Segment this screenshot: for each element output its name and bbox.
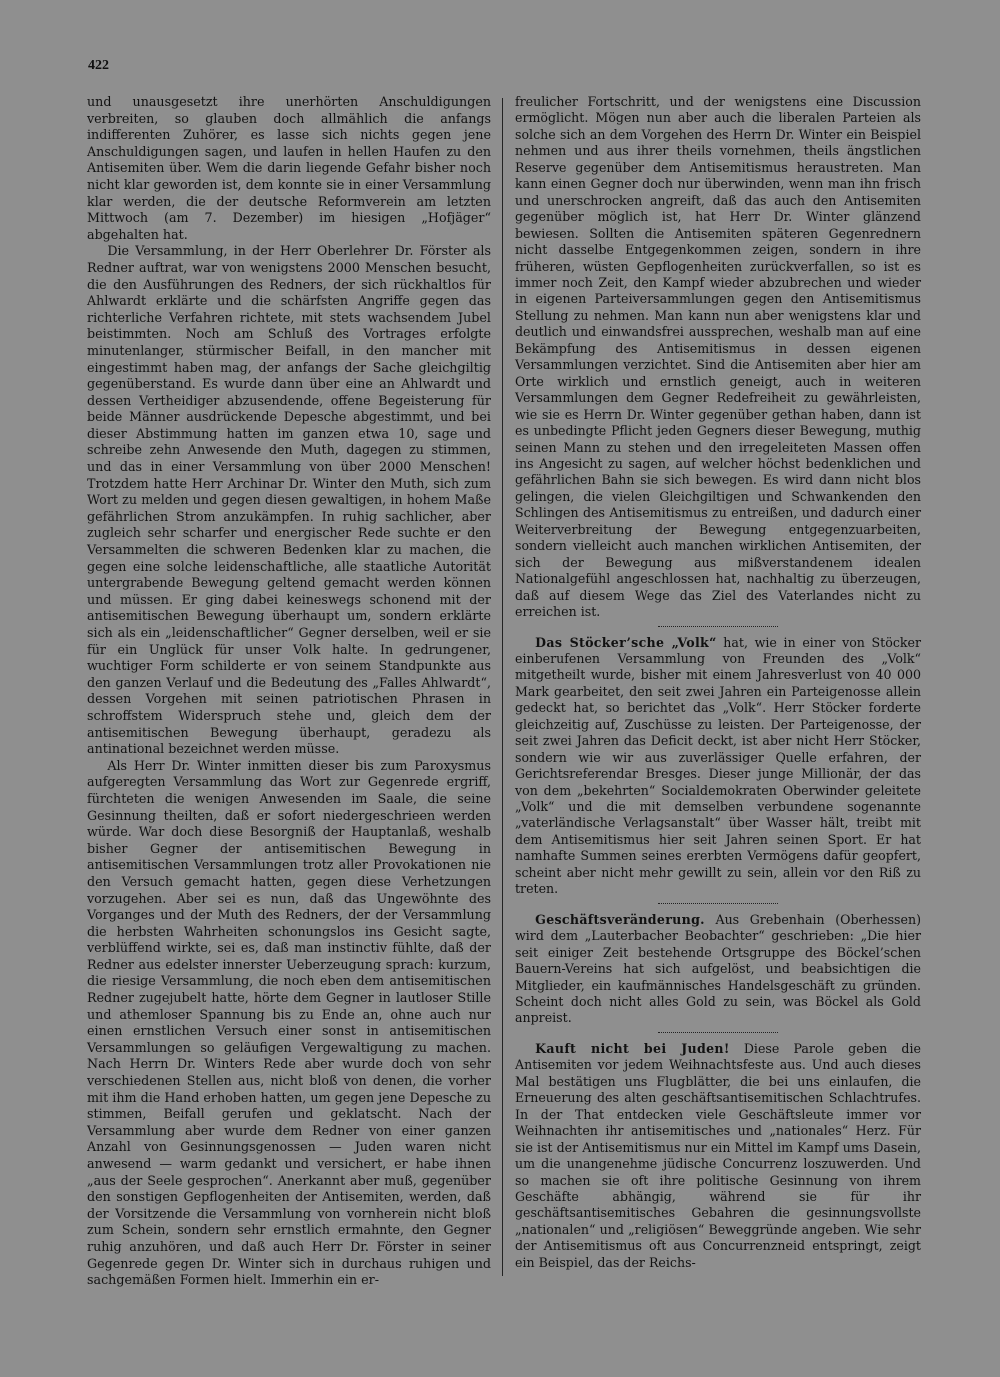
column-divider xyxy=(502,98,503,1276)
news-item-body: Diese Parole geben die Antisemiten vor jedem Weihnachtsfeste aus. Und auch dieses Mal bestätigen uns Flugblätter, die bei uns einlaufen, die Erneuerung des alten geschäftsantisemitischen Schlachtrufes. In der That entdecken viele Geschäftsleute immer vor Weihnachten ihr antisemitisches und „nationales“ Herz. Für sie ist der Antisemitismus nur ein Mittel im Kampf ums Dasein, um die unangenehme jüdische Concurrenz loszuwerden. Und so machen sie oft ihre politische Gesinnung von ihrem Geschäfte abhängig, während sie für ihr geschäftsantisemitisches Gebahren die gesinnungsvollste „nationalen“ und „religiösen“ Beweggründe angeben. Wie sehr der Antisemitismus oft aus Concurrenzneid entspringt, zeigt ein Beispiel, das der Reichs- xyxy=(515,1040,921,1270)
paragraph: Als Herr Dr. Winter inmitten dieser bis zum Paroxysmus aufgeregten Versammlung das Wort zur Gegenrede ergriff, fürchteten die wenigen Anwesenden im Saale, die seine Gesinnung theilten, daß er sofort niedergeschrieen werden würde. War doch diese Besorgniß der Hauptanlaß, weshalb bisher Gegner der antisemitischen Bewegung in antisemitischen Versammlungen trotz aller Provokationen nie den Versuch gemacht hatten, gegen diese Verhetzungen vorzugehen. Aber sei es nun, daß das Ungewöhnte des Vorganges und der Muth des Redners, der der Versammlung die herbsten Wahrheiten schonungslos ins Gesicht sagte, verblüffend wirkte, sei es, daß man instinctiv fühlte, daß der Redner aus edelster innerster Ueberzeugung sprach: kurzum, die riesige Versammlung, die noch eben dem antisemitischen Redner zugejubelt hatte, hörte dem Gegner in lautloser Stille und athemloser Spannung bis zu Ende an, ohne auch nur einen ernstlichen Versuch einer sonst in antisemitischen Versammlungen so geläufigen Vergewaltigung zu machen. Nach Herrn Dr. Winters Rede aber wurde doch von sehr verschiedenen Stellen aus, nicht bloß von denen, die vorher mit ihm die Hand erhoben hatten, um gegen jene Depesche zu stimmen, Beifall gerufen und geklatscht. Nach der Versammlung aber wurde dem Redner von einer ganzen Anzahl von Gesinnungsgenossen — Juden waren nicht anwesend — warm gedankt und versichert, er habe ihnen „aus der Seele gesprochen“. Anerkannt aber muß, gegenüber den sonstigen Gepflogenheiten der Antisemiten, werden, daß der Vorsitzende die Versammlung von vornherein nicht bloß zum Schein, sondern sehr ernstlich ermahnte, den Gegner ruhig anzuhören, und daß auch Herr Dr. Förster in seiner Gegenrede gegen Dr. Winter sich in durchaus ruhigen und sachgemäßen Formen hielt. Immerhin ein er- xyxy=(87,757,491,1288)
news-item-stoecker xyxy=(515,635,921,898)
news-item-heading: Das Stöcker’sche „Volk“ xyxy=(535,634,717,650)
paragraph: freulicher Fortschritt, und der wenigstens eine Discussion ermöglicht. Mögen nun aber auch die liberalen Parteien als solche sich an dem Vorgehen des Herrn Dr. Winter ein Beispiel nehmen und aus ihrer theils vornehmen, theils ängstlichen Reserve gegenüber dem Antisemitismus heraustreten. Man kann einen Gegner doch nur überwinden, wenn man ihn frisch und unerschrocken angreift, daß das auch den Antisemiten gegenüber möglich ist, hat Herr Dr. Winter glänzend bewiesen. Sollten die Antisemiten späteren Gegenrednern nicht dasselbe Entgegenkommen zeigen, sondern in ihre früheren, wüsten Gepflogenheiten zurückverfallen, so ist es immer noch Zeit, den Kampf wieder abzubrechen und wieder in eigenen Parteiversammlungen gegen den Antisemitismus Stellung zu nehmen. Man kann nun aber wenigstens klar und deutlich und einwandsfrei aussprechen, weshalb man auf eine Bekämpfung des Antisemitismus in dessen eigenen Versammlungen verzichtet. Sind die Antisemiten aber hier am Orte wirklich und ernstlich geneigt, auch in weiteren Versammlungen dem Gegner Redefreiheit zu gewährleisten, wie sie es Herrn Dr. Winter gegenüber gethan haben, dann ist es unbedingte Pflicht jeden Gegners dieser Bewegung, muthig seinen Mann zu stehen und den irregeleiteten Massen offen ins Angesicht zu sagen, auf welcher höchst bedenklichen und gefährlichen Bahn sie sich bewegen. Es wird dann nicht blos gelingen, die vielen Gleichgiltigen und Schwankenden den Schlingen des Antisemitismus zu entreißen, und dadurch einer Weiterverbreitung der Bewegung entgegenzuarbeiten, sondern vielleicht auch manchen wirklichen Antisemiten, der sich der Bewegung aus mißverstandenem idealen Nationalgefühl angeschlossen hat, nachhaltig zu überzeugen, daß auf diesem Wege das Ziel des Vaterlandes nicht zu erreichen ist. xyxy=(515,94,921,620)
paragraph: und unausgesetzt ihre unerhörten Anschuldigungen verbreiten, so glauben doch allmählich die anfangs indifferenten Zuhörer, es lasse sich nichts gegen jene Anschuldigungen sagen, und laufen in hellen Haufen zu den Antisemiten über. Wem die darin liegende Gefahr bisher noch nicht klar geworden ist, dem konnte sie in einer Versammlung klar werden, die der deutsche Reformverein am letzten Mittwoch (am 7. Dezember) im hiesigen „Hofjäger“ abgehalten hat. xyxy=(87,94,491,242)
news-item-heading: Kauft nicht bei Juden! xyxy=(535,1040,730,1056)
paragraph: Die Versammlung, in der Herr Oberlehrer Dr. Förster als Redner auftrat, war von wenigstens 2000 Menschen besucht, die den Ausführungen des Redners, der sich rückhaltlos für Ahlwardt erklärte und die schärfsten Angriffe gegen das richterliche Verfahren richtete, mit stets wachsendem Jubel beistimmten. Noch am Schluß des Vortrages erfolgte minutenlanger, stürmischer Beifall, in den mancher mit eingestimmt haben mag, der anfangs der Sache gleichgiltig gegenüberstand. Es wurde dann über eine an Ahlwardt und dessen Vertheidiger abzusendende, offene Begeisterung für beide Männer ausdrückende Depesche abgestimmt, und bei dieser Abstimmung hatten im ganzen etwa 10, sage und schreibe zehn Anwesende den Muth, dagegen zu stimmen, und das in einer Versammlung von über 2000 Menschen! Trotzdem hatte Herr Archinar Dr. Winter den Muth, sich zum Wort zu melden und gegen diesen gewaltigen, in hohem Maße gefährlichen Strom anzukämpfen. In ruhig sachlicher, aber zugleich sehr scharfer und energischer Rede suchte er den Versammelten die schweren Bedenken klar zu machen, die gegen eine solche leidenschaftliche, alle staatliche Autorität untergrabende Bewegung geltend gemacht werden können und müssen. Er ging dabei keineswegs schonend mit der antisemitischen Bewegung überhaupt um, sondern erklärte sich als ein „leidenschaftlicher“ Gegner derselben, weil er sie für ein Unglück für unser Volk halte. In gedrungener, wuchtiger Form schilderte er von seinem Standpunkte aus den ganzen Verlauf und die Bedeutung des „Falles Ahlwardt“, dessen Vorgehen mit seinen patriotischen Phrasen in schroffstem Widerspruch stehe und, gleich dem der antisemitischen Bewegung überhaupt, geradezu als antinational bezeichnet werden müsse. xyxy=(87,243,491,757)
right-column xyxy=(515,94,921,1271)
page-number: 422 xyxy=(88,58,109,73)
section-separator xyxy=(658,903,778,904)
news-item-heading: Geschäftsveränderung. xyxy=(535,911,705,927)
left-column xyxy=(87,94,491,1289)
news-item-geschaeftsveraenderung xyxy=(515,912,921,1027)
section-separator xyxy=(658,1032,778,1033)
news-item-body: hat, wie in einer von Stöcker einberufenen Versammlung von Freunden des „Volk“ mitgetheilt wurde, bisher mit einem Jahresverlust von 40 000 Mark gearbeitet, den seit zwei Jahren ein Parteigenosse allein gedeckt hat, so berichtet das „Volk“. Herr Stöcker forderte gleichzeitig auf, Zuschüsse zu leisten. Der Parteigenosse, der seit zwei Jahren das Deficit deckt, ist aber nicht Herr Stöcker, sondern wie wir aus zuverlässiger Quelle erfahren, der Gerichtsreferendar Bresges. Dieser junge Millionär, der das von dem „bekehrten“ Socialdemokraten Oberwinder geleitete „Volk“ und die mit demselben verbundene sogenannte „vaterländische Verlagsanstalt“ über Wasser hält, treibt mit dem Antisemitismus hier seit Jahren seinen Sport. Er hat namhafte Summen seines ererbten Vermögens dafür geopfert, scheint aber nicht mehr gewillt zu sein, allein vor den Riß zu treten. xyxy=(515,634,921,897)
section-separator xyxy=(658,626,778,627)
news-item-kauft-nicht xyxy=(515,1041,921,1271)
news-item-body: Aus Grebenhain (Oberhessen) wird dem „Lauterbacher Beobachter“ geschrieben: „Die hier seit einiger Zeit bestehende Ortsgruppe des Böckel’schen Bauern-Vereins hat sich aufgelöst, und beabsichtigen die Mitglieder, ein kaufmännisches Handelsgeschäft zu gründen. Scheint doch nicht alles Gold zu sein, was Böckel als Gold anpreist. xyxy=(515,911,921,1026)
